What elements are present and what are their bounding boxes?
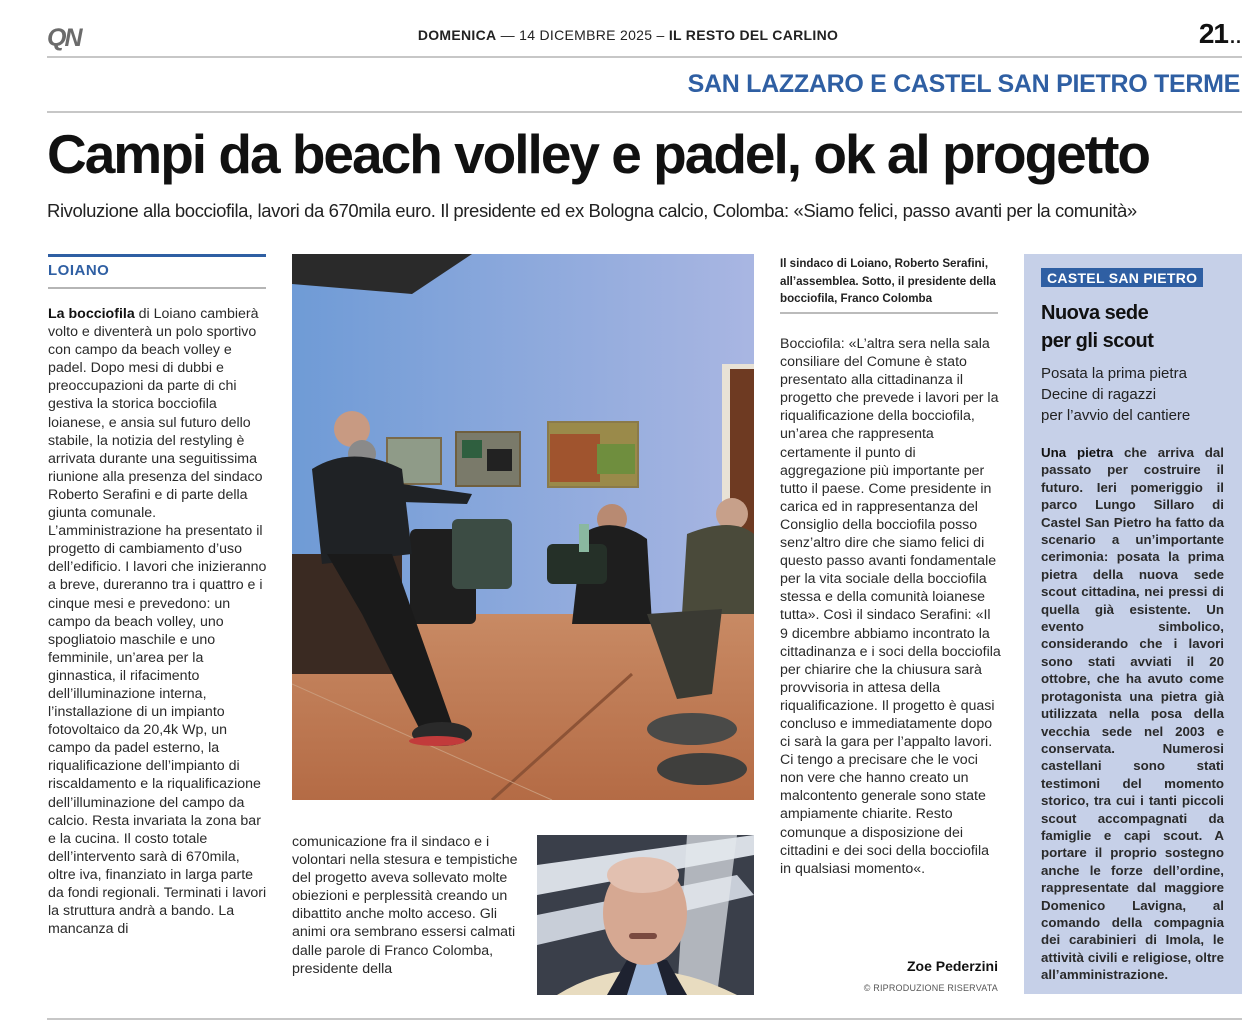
sidebar-body xyxy=(1041,444,1224,984)
sidebar-subtitle xyxy=(1041,363,1231,426)
newspaper-name: IL RESTO DEL CARLINO xyxy=(668,27,839,43)
sidebar-lead-bold: Una pietra xyxy=(1041,445,1114,460)
sidebar-title xyxy=(1041,299,1231,355)
sidebar-subtitle-line: per l’avvio del cantiere xyxy=(1041,407,1191,424)
column-1-text: di Loiano cambierà volto e diventerà un polo sportivo con campo da beach volley e padel. Dopo mesi di dubbi e preoccupazioni da parte di chi gestiva la storica bocciofila loianese, e ansia sul futuro dello stabile, la notizia del restyling è arrivata durante una seguitissima riunione alla presenza del sindaco Roberto Serafini e di parte della giunta comunale. L’amministrazione ha presentato il progetto di cambiamento d’uso dell’edificio. I lavori che inizieranno a breve, dureranno tra i quattro e i cinque mesi e prevedono: un campo da beach volley, uno spogliatoio maschile e uno femminile, un’area per la ginnastica, il rifacimento dell’illuminazione interna, l’installazione di un impianto fotovoltaico da 20,4k Wp, un campo da padel esterno, la riqualificazione dell’impianto di riscaldamento e la riqualificazione dell’illuminazione del campo da calcio. Resta invariata la zona bar e la cucina. Il costo totale dell’intervento sarà di 670mila, oltre iva, finanziato in larga parte da fondi regionali. Terminati i lavori la struttura andrà a bando. La mancanza di xyxy=(48,306,267,938)
article-column-2 xyxy=(292,833,522,978)
byline: Zoe Pederzini xyxy=(906,958,998,974)
section-title: SAN LAZZARO E CASTEL SAN PIETRO TERME xyxy=(687,70,1240,98)
copyright-notice: © RIPRODUZIONE RISERVATA xyxy=(863,983,998,993)
dateline-date: 14 DICEMBRE 2025 xyxy=(519,27,653,43)
page-dots: .. xyxy=(1229,27,1242,47)
article-column-3 xyxy=(780,335,1002,878)
section-rule xyxy=(47,111,1242,113)
main-photo xyxy=(292,254,754,800)
portrait-photo xyxy=(537,835,754,995)
dateline-day: DOMENICA xyxy=(417,27,497,43)
sidebar-body-text: che arriva dal passato per costruire il futuro. Ieri pomeriggio il parco Lungo Sillaro di Castel San Pietro ha fatto da scenario a un’importante cerimonia: posata la prima pietra della nuova sede scout cittadina, nei pressi di quella già esistente. Un evento simbolico, considerando che i lavori sono stati avviati il 20 ottobre, che ha avuto come protagonista una pietra già utilizzata nella posa della vecchia sede nel 2003 e conservata. Numerosi castellani sono stati testimoni del momento storico, tra cui i tanti piccoli scout accompagnati da famiglie e capi scout. A portare il proprio sostegno anche le forze dell’ordine, rappresentate dal maggiore Domenico Lavigna, al comando della compagnia dei carabinieri di Imola, le attività civili e religiose, oltre all’amministrazione. xyxy=(1041,445,1225,983)
sidebar-subtitle-line: Posata la prima pietra xyxy=(1041,365,1187,382)
kicker-rule xyxy=(48,254,266,257)
sidebar-tag: CASTEL SAN PIETRO xyxy=(1041,268,1203,287)
article-kicker: LOIANO xyxy=(48,262,110,279)
article-column-1 xyxy=(48,305,270,938)
column-3-text: Bocciofila: «L’altra sera nella sala consiliare del Comune è stato presentato alla cittadinanza il progetto che prevede i lavori per la riqualificazione della bocciofila, un’area che rappresenta certamente il punto di aggregazione più importante per tutto il paese. Come presidente in carica ed in rappresentanza del Consiglio della bocciofila posso senz’altro dire che siamo felici di questo passo avanti fondamentale per la vita sociale della bocciofila stessa e della comunità loianese tutta». Così il sindaco Serafini: «Il 9 dicembre abbiamo incontrato la cittadinanza e i soci della bocciofila per chiarire che la chiusura sarà provvisoria in attesa della riqualificazione. Il progetto è quasi concluso e immediatamente dopo ci sarà la gara per l’appalto lavori. Ci tengo a precisare che le voci non vere che hanno creato un malcontento generale sono state ampiamente chiarite. Resto comunque a disposizione dei cittadini e dei soci della bocciofila in qualsiasi momento«. xyxy=(780,336,1001,877)
sidebar-subtitle-line: Decine di ragazzi xyxy=(1041,386,1157,403)
article-headline: Campi da beach volley e padel, ok al progetto xyxy=(47,123,1149,185)
sidebar-title-line: per gli scout xyxy=(1041,330,1154,352)
article-subheadline: Rivoluzione alla bocciofila, lavori da 670mila euro. Il presidente ed ex Bologna calcio, Colomba: «Siamo felici, passo avanti per la comunità» xyxy=(47,200,1137,221)
kicker-divider xyxy=(48,287,266,289)
svg-text:QN: QN xyxy=(47,24,81,52)
footer-rule xyxy=(47,1018,1242,1020)
dateline-sep: – xyxy=(656,27,669,43)
dateline xyxy=(0,27,1256,43)
page-number xyxy=(1199,18,1242,50)
photo-caption: Il sindaco di Loiano, Roberto Serafini, all’assemblea. Sotto, il presidente della bocciofila, Franco Colomba xyxy=(780,257,996,306)
lead-bold: La bocciofila xyxy=(48,306,135,322)
header-rule xyxy=(47,56,1242,58)
sidebar-title-line: Nuova sede xyxy=(1041,302,1149,324)
dateline-sep: — xyxy=(500,27,520,43)
caption-rule xyxy=(780,312,998,314)
column-2-text: comunicazione fra il sindaco e i volontari nella stesura e tempistiche del progetto aveva sollevato molte obiezioni e perplessità creando un dibattito anche molto acceso. Gli animi ora sembrano essersi calmati dalle parole di Franco Colomba, presidente della xyxy=(292,834,518,977)
page-number-value: 21 xyxy=(1198,18,1228,49)
